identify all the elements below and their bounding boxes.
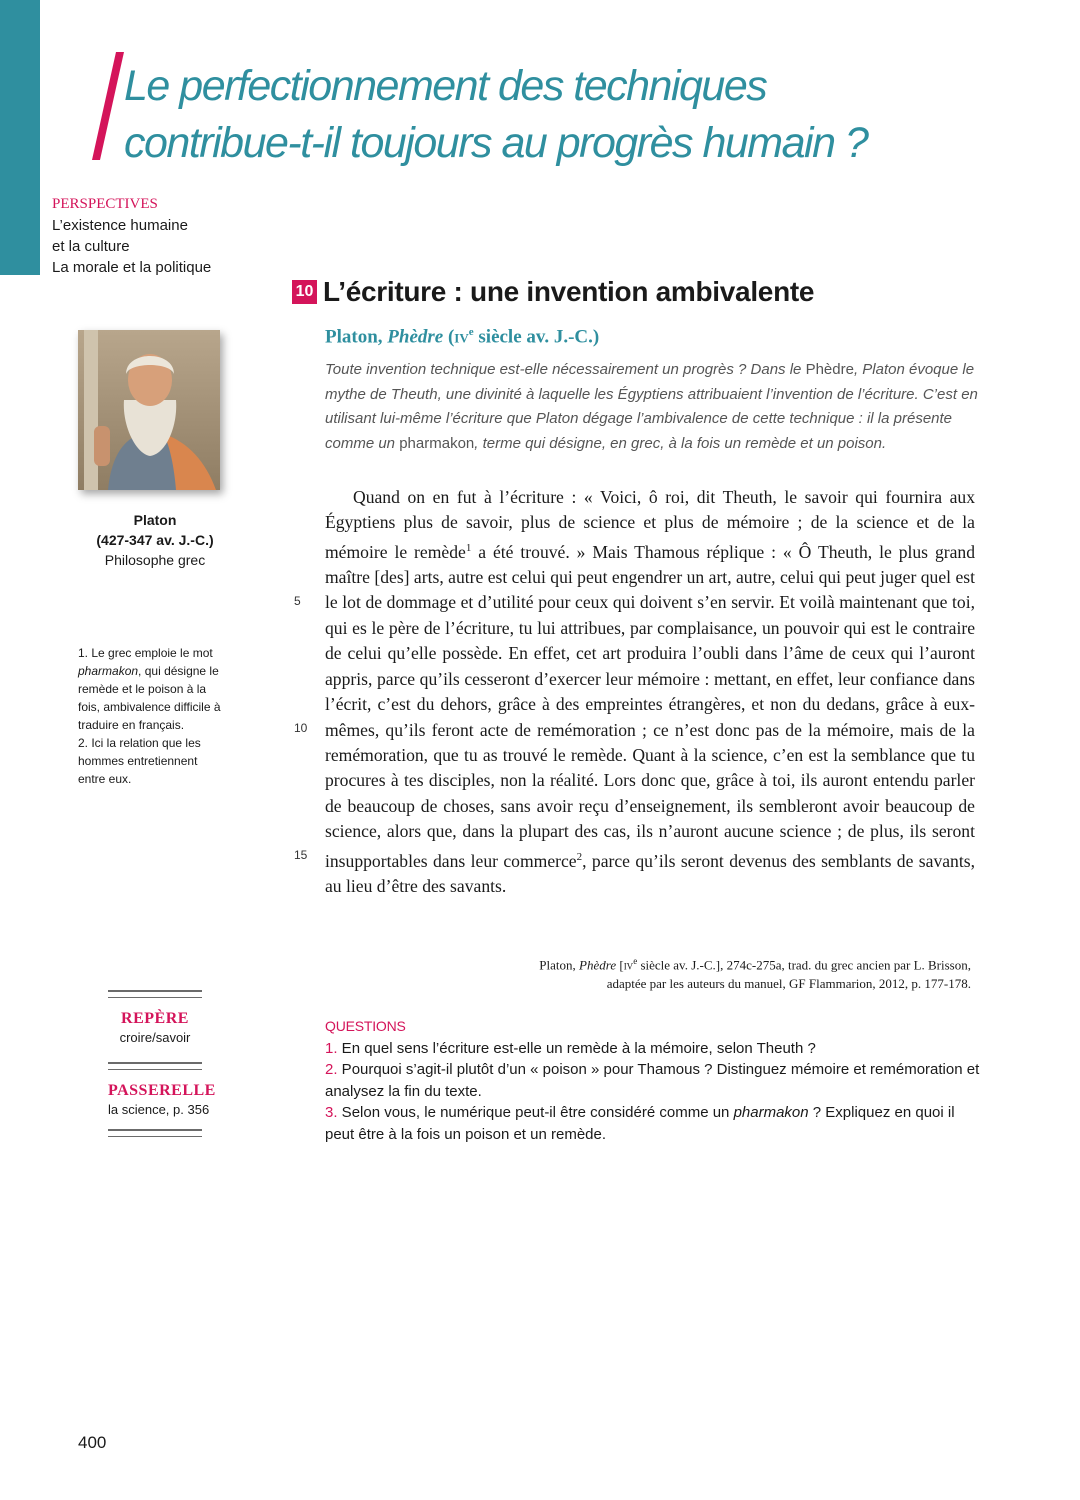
- page-title: [124, 58, 1024, 172]
- intro-term: pharmakon: [399, 434, 475, 452]
- repere-box: [108, 990, 202, 1045]
- portrait-dates: (427-347 av. J.-C.): [96, 532, 214, 548]
- source-bracket: [: [616, 957, 624, 973]
- line-number: 5: [294, 594, 301, 608]
- perspectives-box: [52, 194, 252, 278]
- author-line-paren: (: [443, 326, 455, 348]
- intro-text: Toute invention technique est-elle nécessairement un progrès ? Dans le: [325, 361, 806, 378]
- footnote-1: [78, 644, 228, 734]
- footnote-1-text-end: , qui désigne le remède et le poison à la fois, ambivalence difficile à traduire en français.: [78, 664, 221, 732]
- source-sup: e: [633, 956, 638, 966]
- perspectives-item: et la culture: [52, 238, 130, 255]
- author-line-rest: siècle av. J.-C.): [473, 326, 600, 348]
- section-heading: [292, 276, 814, 308]
- author-name: Platon,: [325, 326, 388, 348]
- source-rest: siècle av. J.-C.], 274c-275a, trad. du grec ancien par L. Brisson,: [637, 957, 971, 973]
- main-text: [325, 485, 975, 899]
- footnotes: [78, 644, 228, 788]
- page-title-line-1: Le perfectionnement des techniques: [124, 62, 767, 110]
- repere-rule: [108, 990, 202, 998]
- source-work: Phèdre: [579, 957, 617, 973]
- main-text-segment: Quand on en fut à l’écriture : « Voici, ô roi, dit Theuth, le savoir qui fournira aux Égyptiens plus de savoir, plus de science et plus de mémoire ; de la science et de la mémoire le remède: [325, 487, 975, 562]
- author-line-sup: e: [468, 326, 474, 338]
- question-text: En quel sens l’écriture est-elle un remède à la mémoire, selon Theuth ?: [337, 1039, 816, 1057]
- intro-paragraph: [325, 358, 985, 456]
- question-1: [325, 1038, 985, 1060]
- portrait-name: Platon: [133, 512, 177, 528]
- questions-label: QUESTIONS: [325, 1018, 406, 1034]
- passerelle-rule-top: [108, 1062, 202, 1070]
- question-text-end: ? Expliquez en quoi il peut être à la fois un poison et un remède.: [325, 1104, 955, 1143]
- question-number: 2.: [325, 1061, 338, 1078]
- question-number: 1.: [325, 1039, 338, 1057]
- passerelle-rule-bottom: [108, 1129, 202, 1137]
- author-line-century: iv: [454, 326, 469, 348]
- question-text: Pourquoi s’agit-il plutôt d’un « poison » pour Thamous ? Distinguez mémoire et remémoration et analysez la fin du texte.: [325, 1061, 980, 1100]
- perspectives-item: La morale et la politique: [52, 259, 212, 276]
- passerelle-box: [108, 1062, 216, 1137]
- perspectives-item: L’existence humaine: [52, 217, 188, 234]
- footnote-ref-1: 1: [465, 541, 472, 554]
- question-term: pharmakon: [733, 1104, 809, 1121]
- footnote-1-text: 1. Le grec emploie le mot: [78, 646, 213, 660]
- section-number-badge: 10: [292, 280, 317, 304]
- plato-portrait-image: [78, 330, 220, 490]
- teal-side-bar: [0, 0, 40, 275]
- question-3: [325, 1102, 985, 1145]
- repere-text: croire/savoir: [119, 1030, 191, 1045]
- source-century: iv: [623, 957, 634, 973]
- source-line-1: [325, 952, 971, 974]
- line-number: 10: [294, 721, 308, 735]
- section-title: L’écriture : une invention ambivalente: [323, 276, 815, 307]
- question-text: Selon vous, le numérique peut-il être considéré comme un: [337, 1104, 734, 1121]
- source-citation: [325, 952, 971, 993]
- page-number: 400: [78, 1433, 107, 1452]
- portrait-caption: [60, 510, 250, 570]
- repere-title: REPÈRE: [121, 1010, 189, 1027]
- questions-block: [325, 1016, 985, 1145]
- plato-portrait: [78, 330, 220, 490]
- footnote-ref-2: 2: [576, 850, 583, 863]
- footnote-1-term: pharmakon: [78, 664, 139, 678]
- question-number: 3.: [325, 1104, 338, 1121]
- main-text-segment: a été trouvé. » Mais Thamous réplique : « Ô Theuth, le plus grand maître [des] arts, autre est celui qui peut engendrer un art, autre, celui qui peut juger quel est le lot de dommage et d’utilité pour ceux qui doivent s’en servir. Et voilà maintenant que toi, qui es le père de l’écriture, tu lui attribues, par complaisance, un pouvoir qui est le contraire de celui qu’elle possède. En effet, cet art produira l’oubli dans l’âme de ceux qui l’auront appris, parce qu’ils cesseront d’exercer leur mémoire : mettant, en effet, leur confiance dans l’écrit, c’est du dehors, grâce à des empreintes étrangères, et non du dedans, grâce à eux-mêmes, qu’ils feront acte de remémoration ; ce n’est donc pas de la mémoire, mais de la remémoration, que tu as trouvé le remède. Quant à la science, c’en est la semblance que tu procures à tes disciples, non la réalité. Lors donc que, grâce à toi, ils auront entendu parler de beaucoup de choses, sans avoir reçu d’enseignement, ils sembleront avoir beaucoup de science, alors que, dans la plupart des cas, ils n’auront aucune science ; de plus, ils seront insupportables dans leur commerce: [325, 541, 976, 871]
- intro-work: Phèdre: [805, 361, 854, 378]
- footnote-2: 2. Ici la relation que les hommes entretiennent entre eux.: [78, 736, 201, 786]
- intro-text-3: , terme qui désigne, en grec, à la fois un remède et un poison.: [474, 434, 887, 452]
- portrait-role: Philosophe grec: [104, 552, 206, 568]
- source-line-2: adaptée par les auteurs du manuel, GF Flammarion, 2012, p. 177-178.: [606, 976, 971, 992]
- main-text-segment: , parce qu’ils seront devenus des semblants de savants, au lieu d’être des savants.: [325, 850, 975, 896]
- line-number: 15: [294, 848, 308, 862]
- intro-text-2: , Platon évoque le mythe de Theuth, une divinité à laquelle les Égyptiens attribuaient l’invention de l’écriture. C’est en utilisant lui-même l’écriture que Platon dégage l’ambivalence de cette technique : il la présente comme un: [325, 361, 978, 452]
- source-author: Platon,: [539, 957, 580, 973]
- author-line: [325, 326, 599, 348]
- passerelle-title: PASSERELLE: [108, 1082, 216, 1099]
- work-title: Phèdre: [387, 326, 444, 348]
- perspectives-label: PERSPECTIVES: [52, 196, 158, 212]
- passerelle-text: la science, p. 356: [108, 1102, 210, 1117]
- question-2: [325, 1059, 985, 1102]
- page-title-line-2: contribue-t-il toujours au progrès humain ?: [124, 119, 868, 167]
